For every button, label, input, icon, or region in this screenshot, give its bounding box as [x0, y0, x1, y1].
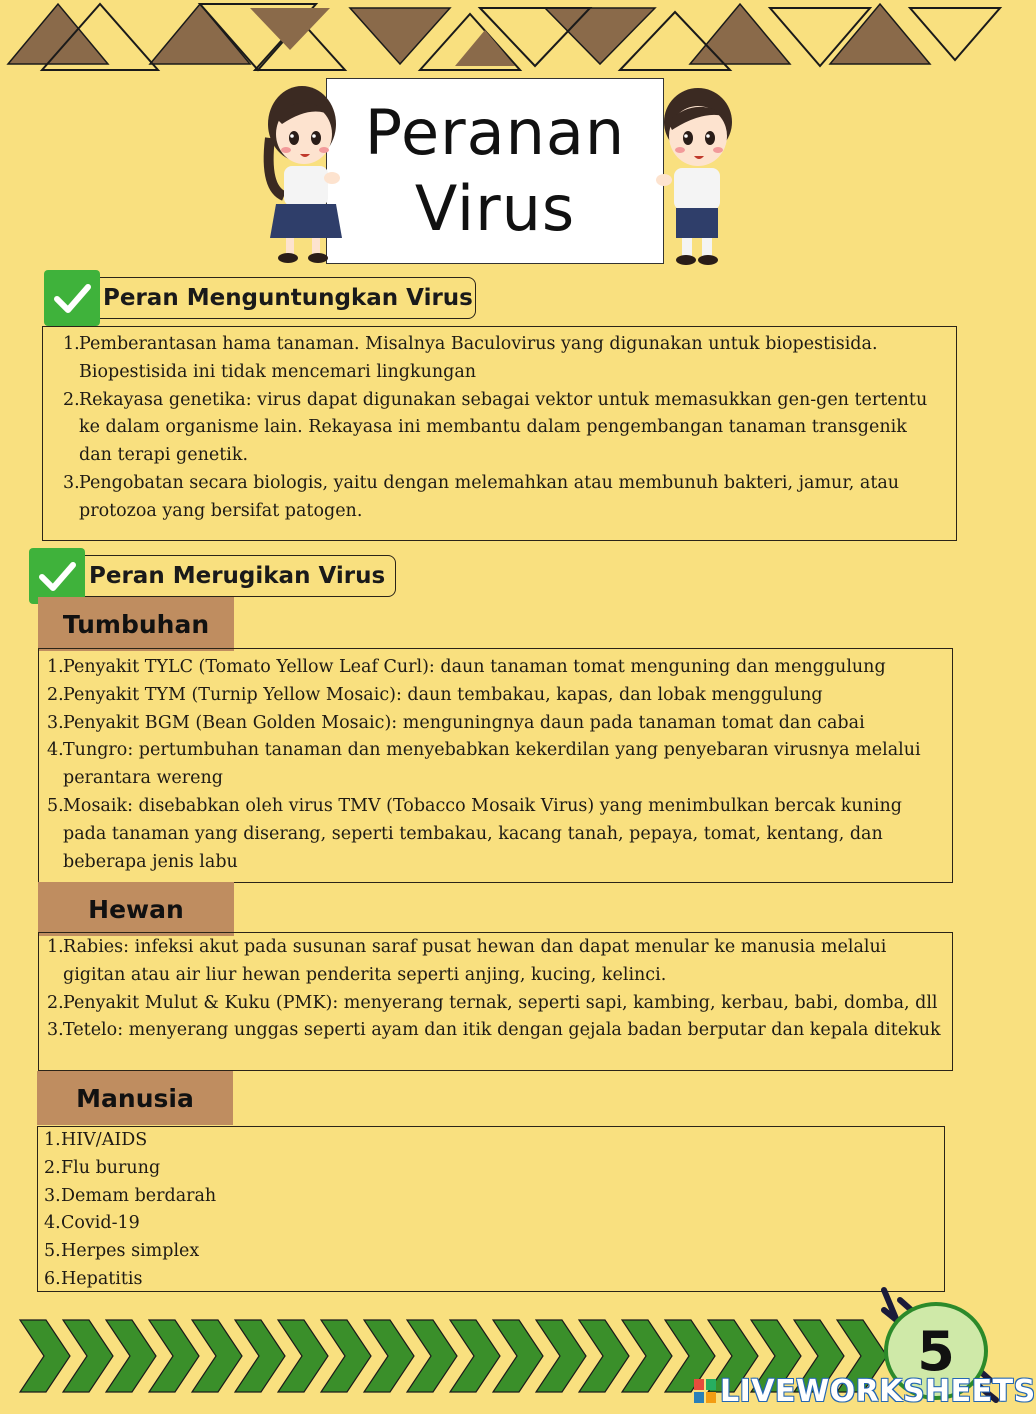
category-label: Manusia	[76, 1083, 194, 1113]
list-item: 3. Pengobatan secara biologis, yaitu dengan melemahkan atau membunuh bakteri, jamur, atau protozoa yang bersifat patogen.	[63, 472, 900, 521]
title-line-2: Virus	[414, 172, 576, 245]
list-item: 4. Tungro: pertumbuhan tanaman dan menyebabkan kekerdilan yang penyebaran virusnya melalui perantara wereng	[47, 740, 921, 789]
green-checkmark-icon	[29, 548, 85, 604]
title-card	[326, 78, 664, 264]
list-item: 3. Demam berdarah	[44, 1185, 217, 1206]
category-tab-manusia	[37, 1071, 233, 1125]
list-item: 2. Penyakit Mulut & Kuku (PMK): menyerang ternak, seperti sapi, kambing, kerbau, babi, domba, dll	[47, 992, 938, 1013]
list-item: 1. Pemberantasan hama tanaman. Misalnya Baculovirus yang digunakan untuk biopestisida. Biopestisida ini tidak mencemari lingkungan	[63, 334, 878, 382]
girl-student-illustration	[262, 78, 362, 268]
watermark-text: LIVEWORKSHEETS	[720, 1373, 1036, 1409]
top-triangle-border	[0, 0, 1000, 72]
liveworksheets-watermark	[694, 1374, 1036, 1408]
heading-peran-merugikan-text: Peran Merugikan Virus	[89, 563, 386, 589]
list-item: 5. Herpes simplex	[44, 1241, 200, 1262]
list-item: 4. Covid-19	[44, 1213, 140, 1234]
manusia-list-box	[37, 1126, 945, 1292]
hewan-list-box	[38, 932, 953, 1071]
list-item: 1. Rabies: infeksi akut pada susunan saraf pusat hewan dan dapat menular ke manusia melalui gigitan atau air liur hewan penderita seperti anjing, kucing, kelinci.	[47, 937, 887, 985]
list-item: 5. Mosaik: disebabkan oleh virus TMV (Tobacco Mosaik Virus) yang menimbulkan bercak kuning pada tanaman yang diserang, seperti tembakau, kacang tanah, pepaya, tomat, kentang, dan beberapa jenis labu	[47, 795, 902, 872]
heading-peran-menguntungkan	[74, 277, 476, 319]
list-item: 2. Penyakit TYM (Turnip Yellow Mosaic): daun tembakau, kapas, dan lobak menggulung	[47, 684, 823, 705]
boy-student-illustration	[646, 78, 746, 268]
liveworksheets-logo-icon	[694, 1379, 716, 1403]
list-item: 3. Penyakit BGM (Bean Golden Mosaic): menguningnya daun pada tanaman tomat dan cabai	[47, 712, 865, 733]
category-tab-hewan	[38, 882, 234, 936]
chevron-shape	[20, 1320, 70, 1392]
heading-peran-menguntungkan-text: Peran Menguntungkan Virus	[103, 285, 473, 311]
category-label: Tumbuhan	[62, 609, 210, 639]
menguntungkan-list-box	[42, 326, 957, 541]
category-label: Hewan	[88, 894, 184, 924]
list-item: 1. Penyakit TYLC (Tomato Yellow Leaf Curl): daun tanaman tomat menguning dan menggulung	[47, 657, 886, 677]
list-item: 3. Tetelo: menyerang unggas seperti ayam dan itik dengan gejala badan berputar dan kepala ditekuk	[47, 1020, 941, 1041]
list-item: 6. Hepatitis	[44, 1268, 143, 1289]
green-checkmark-icon	[44, 270, 100, 326]
list-item: 2. Flu burung	[44, 1157, 161, 1178]
list-item: 1. HIV/AIDS	[44, 1130, 148, 1150]
category-tab-tumbuhan	[38, 597, 234, 651]
heading-peran-merugikan	[60, 555, 396, 597]
list-item: 2. Rekayasa genetika: virus dapat digunakan sebagai vektor untuk memasukkan gen-gen tertentu ke dalam organisme lain. Rekayasa ini membantu dalam pengembangan tanaman transgenik dan terapi genetik.	[63, 389, 928, 466]
title-line-1: Peranan	[364, 96, 626, 169]
page-number: 5	[917, 1319, 955, 1383]
tumbuhan-list-box	[38, 648, 953, 883]
